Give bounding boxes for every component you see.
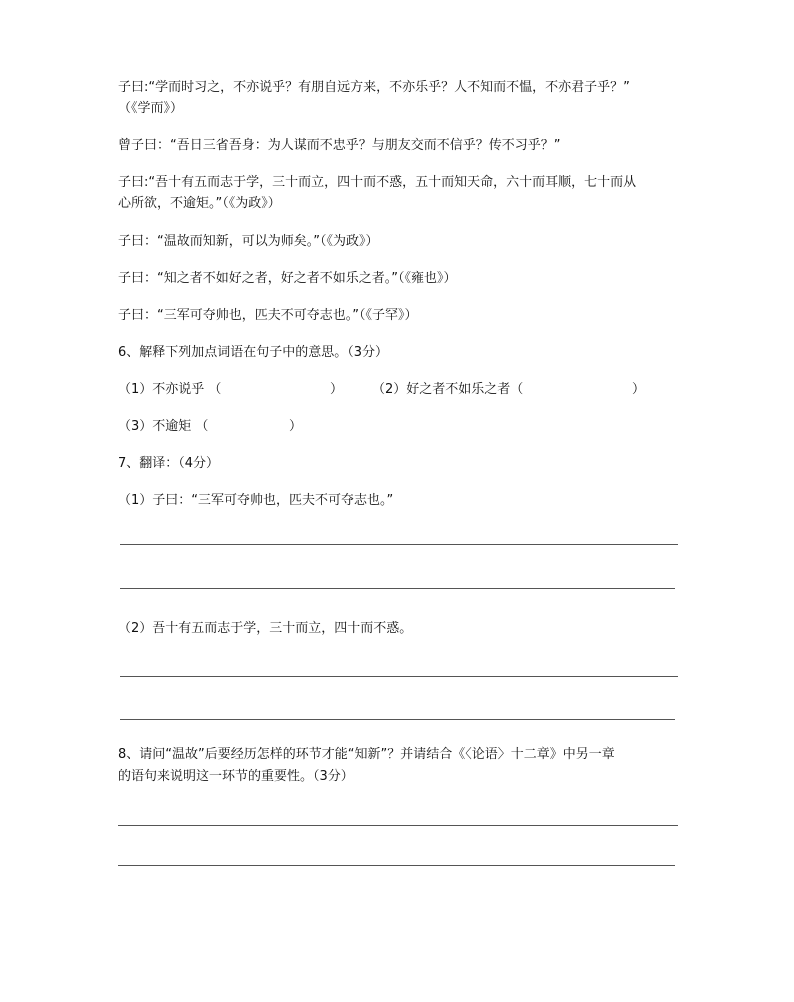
passage-xueer-source: （《学而》）	[118, 101, 184, 116]
passage-zengzi: 曾子曰：“吾日三省吾身：为人谋而不忠乎？与朋友交而不信乎？传不习乎？”	[118, 138, 561, 153]
q7-sub2: （2）吾十有五而志于学，三十而立，四十而不惑。	[118, 621, 413, 636]
q8-line2: 的语句来说明这一环节的重要性。（3分）	[118, 769, 354, 784]
q6-item1: （1）不亦说乎 （	[118, 382, 222, 397]
passage-weizheng-line1: 子曰:“吾十有五而志于学，三十而立，四十而不惑，五十而知天命，六十而耳顺，七十而从	[118, 175, 637, 190]
q7-sub1-answer-line-1[interactable]	[120, 544, 678, 545]
q7-sub1: （1）子曰：“三军可夺帅也，匹夫不可夺志也。”	[118, 493, 394, 508]
q6-item2: （2）好之者不如乐之者（	[372, 382, 524, 397]
q6-title: 6、解释下列加点词语在句子中的意思。（3分）	[118, 345, 389, 360]
passage-wengu: 子曰：“温故而知新，可以为师矣。”（《为政》）	[118, 234, 379, 249]
passage-weizheng-line2: 心所欲，不逾矩。”（《为政》）	[118, 196, 281, 211]
q8-answer-line-1[interactable]	[118, 825, 678, 826]
q8-answer-line-2[interactable]	[118, 865, 675, 866]
q8-line1: 8、请问“温故”后要经历怎样的环节才能“知新”？并请结合《〈论语〉十二章》中另一章	[118, 747, 615, 762]
q7-sub1-answer-line-2[interactable]	[120, 588, 675, 589]
q7-sub2-answer-line-1[interactable]	[120, 676, 678, 677]
passage-yongye: 子曰：“知之者不如好之者，好之者不如乐之者。”（《雍也》）	[118, 271, 457, 286]
passage-xueer: 子曰:“学而时习之，不亦说乎？有朋自远方来，不亦乐乎？人不知而不愠，不亦君子乎？”	[118, 80, 630, 95]
q6-item3: （3）不逾矩 （	[118, 419, 209, 434]
passage-zihan: 子曰：“三军可夺帅也，匹夫不可夺志也。”（《子罕》）	[118, 308, 418, 323]
q7-sub2-answer-line-2[interactable]	[120, 719, 675, 720]
q7-title: 7、翻译：（4分）	[118, 456, 220, 471]
q6-item2-close: ）	[632, 382, 646, 397]
q6-item1-close: ）	[330, 382, 344, 397]
q6-item3-close: ）	[289, 419, 303, 434]
